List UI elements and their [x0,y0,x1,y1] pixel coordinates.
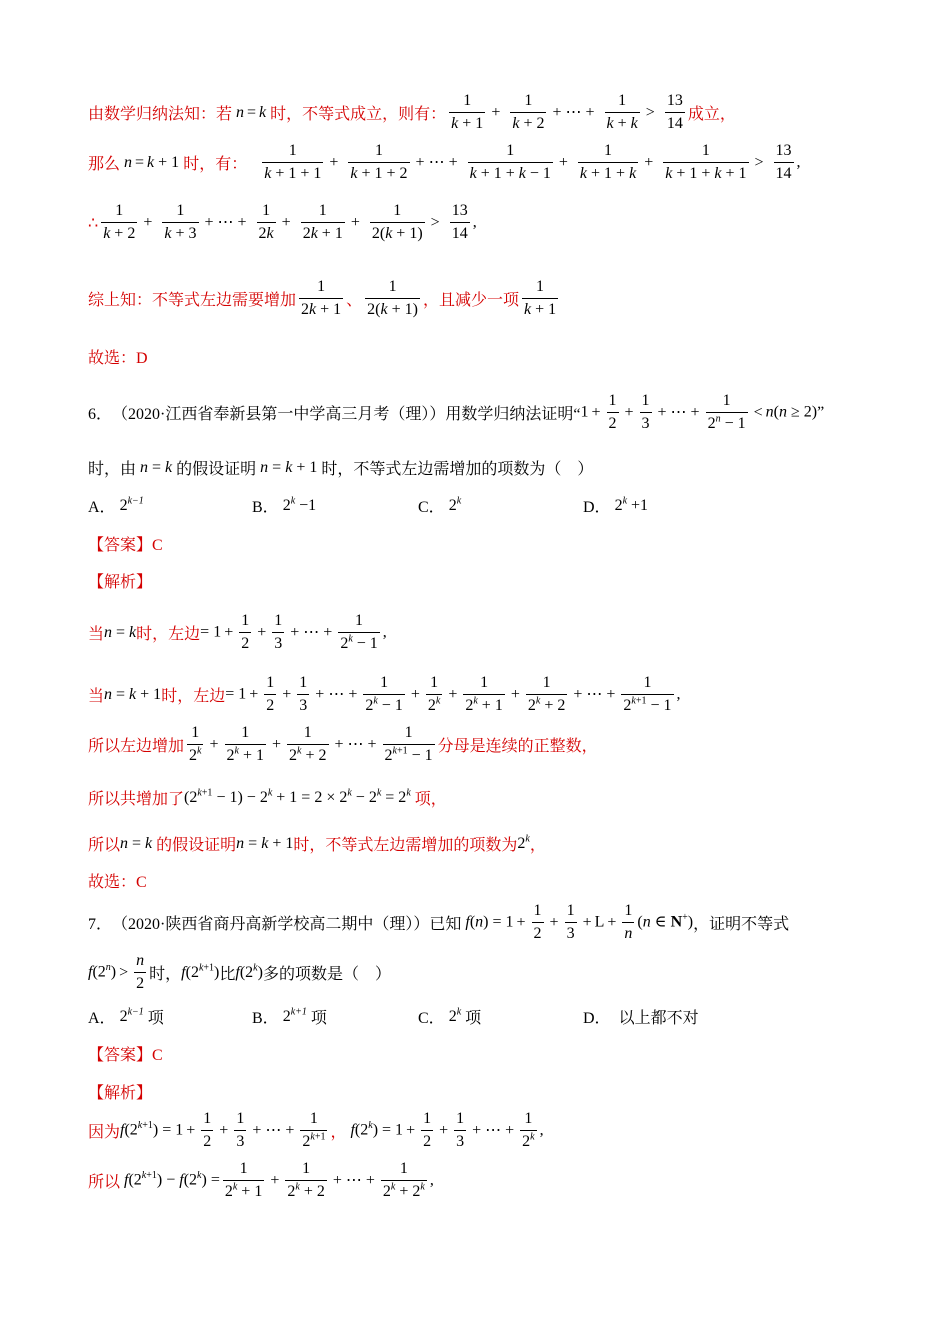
q6-option-d-base: 2 [614,496,623,514]
prev-l4-mid: ，且减少一项 [422,292,519,310]
prev-line-3: ∴ $\frac{1}{k + 2}$ + $\frac{1}{k + 3}$ + ⋯ + $\frac{1}{2k}$ + $\frac{1}{2k + 1}$ + $\frac{1}{2(k + 1)}$ > $\frac{13}{14}$ , [88,202,477,243]
q6-s5-c: 时，不等式左边需增加的项数为 [293,837,518,854]
q6-stem2-b: 的假设证明 [176,461,257,478]
q7-stem-line-1: 7． （2020·陕西省商丹高新学校高二期中（理）） 已知 f(n) = 1 + $\frac{1}{2}$ + $\frac{1}{3}$ + L + $\frac{1}{n}$ (n ∈ N+) ，证明不等式 [88,902,790,943]
q6-stem2-c: 时，不等式左边需增加的项数为（ ） [321,461,594,478]
q6-s3-b: 分母是连续的正整数， [437,738,598,756]
q7-stem-line-2: $f(2^n)$ > $\frac{n}{2}$ 时， $f(2^{k+1})$ 比 f(2$^k$) 多的项数是（ ） [88,952,391,993]
q6-option-d[interactable] [583,494,648,517]
q6-option-c-label: C． [418,499,445,516]
q6-step-1: 当 n = k 时，左边 = 1 + $\frac{1}{2}$ + $\frac{1}{3}$ + ⋯ + $\frac{1}{2^k - 1}$ , [88,612,387,653]
q6-s4-b: 项， [414,791,447,808]
prev-line-2: 那么 n = k + 1 时，有： $\frac{1}{k + 1 + 1}$ + $\frac{1}{k + 1 + 2}$ + ⋯ + $\frac{1}{k + 1 + k - 1}$ + $\frac{1}{k + 1 + k}$ + $\frac{1}{k + 1 + k + 1}$ > $\frac{13}{14}$ , [88,142,801,183]
q7-s1-a: 因为 [88,1124,121,1142]
q6-conclusion: 故选：C [88,874,147,891]
q6-option-d-exp: k [622,495,628,507]
q6-s4-a: 所以共增加了 [88,791,185,808]
q6-option-b[interactable] [252,494,316,517]
prev-conclusion: 故选：D [88,350,148,367]
q6-option-a-exp: k−1 [127,495,144,507]
q7-option-b-tail: 项 [310,1010,327,1027]
q6-s5-b: 的假设证明 [156,837,237,854]
q7-option-a-label: A． [88,1010,116,1027]
q7-stem1-b: ，证明不等式 [693,916,790,934]
q7-option-b-exp: k+1 [290,1006,307,1018]
q7-option-a-base: 2 [119,1007,128,1025]
q7-option-d[interactable] [583,1005,699,1028]
q6-step-4: 所以共增加了 $(2^{k+1} - 1) - 2^k + 1 = 2 \times 2^k - 2^k = 2^k$ 项， [88,787,447,808]
q7-option-a-tail: 项 [147,1010,164,1027]
q6-option-c[interactable] [418,494,461,517]
q7-option-a-exp: k−1 [127,1006,144,1018]
q6-source: （2020·江西省奉新县第一中学高三月考（理）） [112,406,446,424]
q6-option-c-base: 2 [448,496,457,514]
prev-l1-suffix: 成立， [687,106,736,124]
q6-number: 6． [88,406,113,424]
q7-stem2-b: 比 [219,966,236,984]
q6-option-b-label: B． [252,499,279,516]
q7-s1-b: ， [330,1124,347,1142]
q6-s3-a: 所以左边增加 [88,738,185,756]
q7-analysis-heading: 【解析】 [88,1085,153,1102]
prev-l4-prefix: 综上知：不等式左边需要增加 [88,292,297,310]
prev-line-1: 由数学归纳法知：若 n = k 时，不等式成立，则有： $\frac{1}{k + 1}$ + $\frac{1}{k + 2}$ + ⋯ + $\frac{1}{k + k}$ > $\frac{13}{14}$ 成立， [88,92,736,133]
q6-option-b-exp: k [290,495,296,507]
q6-stem-quote-end: ” [817,403,825,421]
q7-step-1: 因为 $f(2^{k+1}) = 1$ + $\frac{1}{2}$ + $\frac{1}{3}$ + ⋯ + $\frac{1}{2^{k+1}}$ ， $f(2^k) = 1$ + $\frac{1}{2}$ + $\frac{1}{3}$ + ⋯ + $\frac{1}{2^k}$ , [88,1110,544,1151]
q7-stem1-a: 已知 [429,916,462,934]
q6-option-a-base: 2 [119,496,128,514]
q7-stem2-a: 时， [149,966,182,984]
q6-step-3: 所以左边增加 $\frac{1}{2^k}$ + $\frac{1}{2^k + 1}$ + $\frac{1}{2^k + 2}$ + ⋯ + $\frac{1}{2^{k+1} - 1}$ 分母是连续的正整数， [88,724,598,765]
q7-option-c-label: C． [418,1010,445,1027]
q7-option-b-label: B． [252,1010,279,1027]
q6-option-a[interactable] [88,494,144,517]
prev-l2-mid: 时，有： [183,156,248,174]
q7-option-c[interactable] [418,1005,481,1028]
prev-line-4: 综上知：不等式左边需要增加 $\frac{1}{2k + 1}$ 、 $\frac{1}{2(k + 1)}$ ，且减少一项 $\frac{1}{k + 1}$ [88,278,557,319]
q7-option-c-exp: k [456,1006,462,1018]
q6-answer: 【答案】C [88,537,163,554]
prev-l1-prefix: 由数学归纳法知：若 [88,106,233,124]
q7-option-b-base: 2 [282,1007,291,1025]
therefore-symbol: ∴ [88,214,99,232]
q7-option-c-tail: 项 [465,1010,482,1027]
q6-option-b-base: 2 [282,496,291,514]
q6-option-b-tail: −1 [295,496,317,514]
q7-number: 7． [88,916,113,934]
q6-s5-a: 所以 [88,837,121,854]
q6-s2-a: 当 [88,688,105,706]
q6-s1-a: 当 [88,626,105,644]
q7-stem2-c: 多的项数是（ ） [262,966,391,984]
prev-l2-prefix: 那么 [88,156,121,174]
prev-l4-sep: 、 [346,292,363,310]
q6-s2-b: 时，左边 [161,688,226,706]
q7-s2-a: 所以 [88,1174,121,1192]
prev-l1-mid: 时，不等式成立，则有： [270,106,447,124]
q7-option-d-tail: 以上都不对 [618,1010,699,1027]
q7-answer: 【答案】C [88,1047,163,1064]
q6-step-5: 所以 n = k 的假设证明 n = k + 1 时，不等式左边需增加的项数为 2$^k$ ， [88,833,546,854]
q7-step-2: 所以 $f(2^{k+1}) - f(2^k)$ = $\frac{1}{2^k + 1}$ + $\frac{1}{2^k + 2}$ + ⋯ + $\frac{1}{2^k + 2^k}$ , [88,1160,434,1201]
q6-option-c-exp: k [456,495,462,507]
q6-stem-line-1: 6． （2020·江西省奉新县第一中学高三月考（理）） 用数学归纳法证明“ 1 + $\frac{1}{2}$ + $\frac{1}{3}$ + ⋯ + $\frac{1}{2^n - 1}$ < n(n ≥ 2) ” [88,392,825,433]
q6-s5-d: ， [529,837,546,854]
q7-option-b[interactable] [252,1005,327,1028]
q6-stem-a: 用数学归纳法证明“ [445,406,581,424]
q6-option-d-tail: +1 [627,496,649,514]
q6-s1-b: 时，左边 [136,626,201,644]
q7-source: （2020·陕西省商丹高新学校高二期中（理）） [112,916,430,934]
q6-step-2: 当 n = k + 1 时，左边 = 1 + $\frac{1}{2}$ + $\frac{1}{3}$ + ⋯ + $\frac{1}{2^k - 1}$ + $\frac{1}{2^k}$ + $\frac{1}{2^k + 1}$ + $\frac{1}{2^k + 2}$ + ⋯ + $\frac{1}{2^{k+1} - 1}$ , [88,674,681,715]
q7-option-a[interactable] [88,1005,164,1028]
q6-option-a-label: A． [88,499,116,516]
q6-option-d-label: D． [583,499,611,516]
q6-analysis-heading: 【解析】 [88,574,153,591]
q6-stem2-a: 时，由 [88,461,137,478]
q7-option-c-base: 2 [448,1007,457,1025]
q6-stem-line-2: 时，由 n = k 的假设证明 n = k + 1 时，不等式左边需增加的项数为（ ） [88,456,910,479]
q7-option-d-label: D． [583,1010,611,1027]
